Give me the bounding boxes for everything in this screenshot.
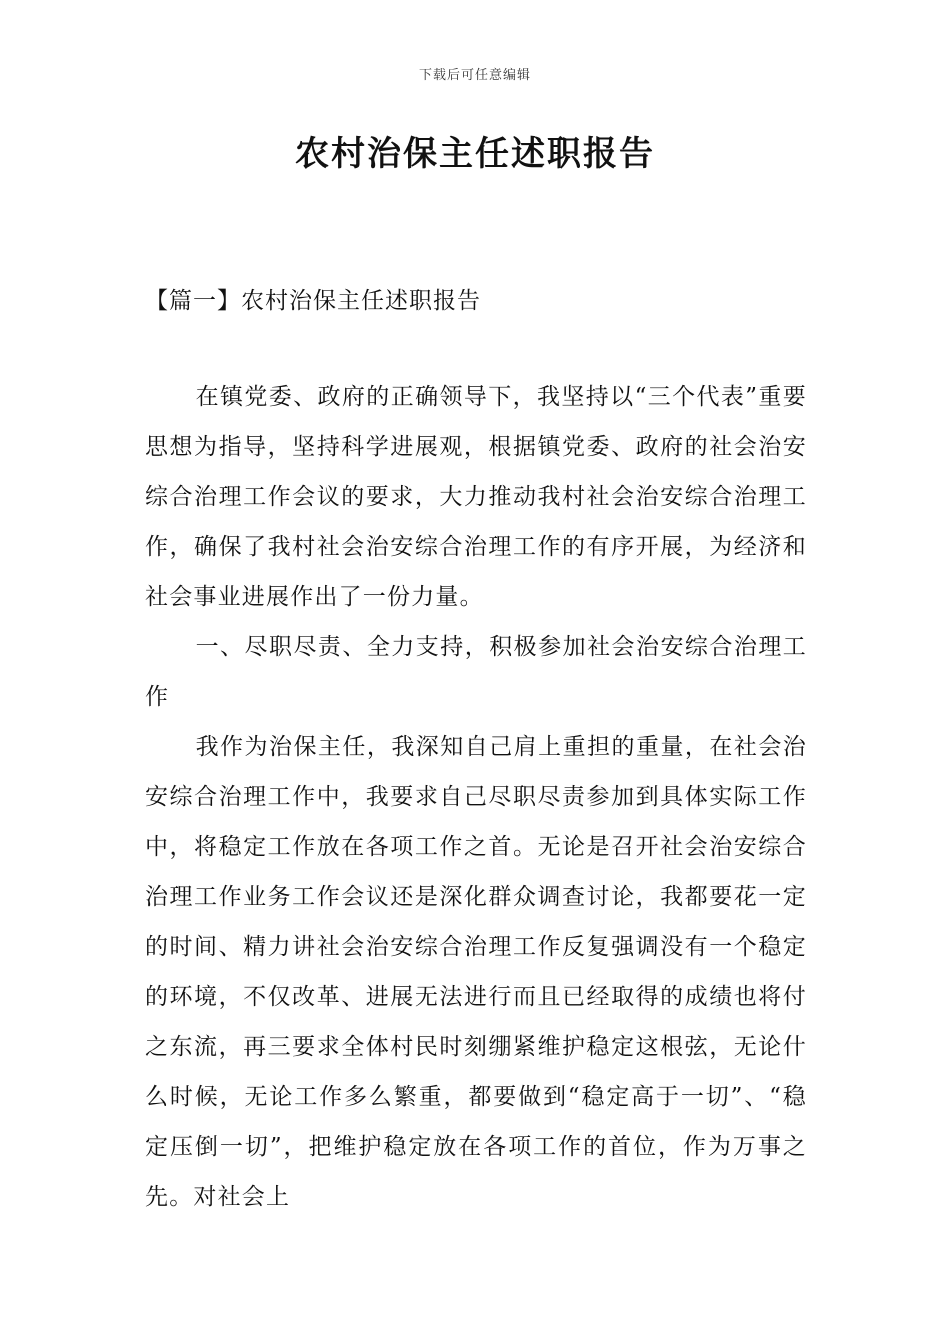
document-title: 农村治保主任述职报告 [295, 134, 655, 174]
paragraph-section-one-heading: 一、尽职尽责、全力支持，积极参加社会治安综合治理工作 [145, 634, 807, 710]
paragraph-section-one-body: 我作为治保主任，我深知自己肩上重担的重量，在社会治安综合治理工作中，我要求自己尽职尽责参加到具体实际工作中，将稳定工作放在各项工作之首。无论是召开社会治安综合治理工作业务工作会议还是深化群众调查讨论，我都要花一定的时间、精力讲社会治安综合治理工作反复强调没有一个稳定的环境，不仅改革、进展无法进行而且已经取得的成绩也将付之东流，再三要求全体村民时刻绷紧维护稳定这根弦，无论什么时候，无论工作多么繁重，都要做到“稳定高于一切”、“稳定压倒一切”，把维护稳定放在各项工作的首位，作为万事之先。对社会上 [145, 734, 807, 1210]
section-heading: 【篇一】农村治保主任述职报告 [145, 288, 481, 314]
header-note: 下载后可任意编辑 [418, 68, 531, 83]
document-body [145, 372, 807, 1222]
paragraph-intro: 在镇党委、政府的正确领导下，我坚持以“三个代表”重要思想为指导，坚持科学进展观，根据镇党委、政府的社会治安综合治理工作会议的要求，大力推动我村社会治安综合治理工作，确保了我村社会治安综合治理工作的有序开展，为经济和社会事业进展作出了一份力量。 [145, 384, 807, 610]
